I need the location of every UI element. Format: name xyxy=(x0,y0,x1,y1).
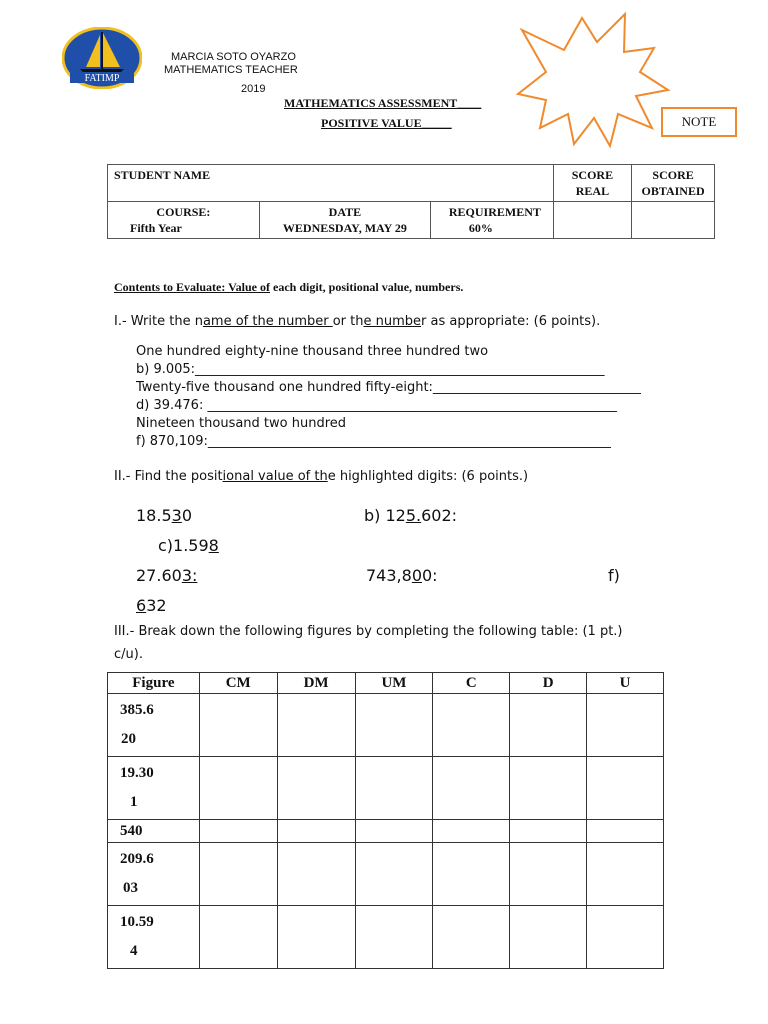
item-e xyxy=(366,566,438,585)
section1-p3: or th xyxy=(332,314,364,329)
answer-cell[interactable] xyxy=(587,820,664,843)
item-a xyxy=(136,506,192,525)
assessment-title xyxy=(284,96,481,111)
student-info-table xyxy=(107,164,715,239)
section1-item[interactable]: Twenty-five thousand one hundred fifty-eight:________________________________ xyxy=(136,380,641,395)
answer-cell[interactable] xyxy=(355,820,433,843)
item-f-post: 32 xyxy=(146,596,167,615)
teacher-role: MATHEMATICS TEACHER xyxy=(164,64,298,76)
answer-cell[interactable] xyxy=(433,906,510,969)
score-obtained-1: SCORE xyxy=(652,168,694,182)
item-b-pre: b) 12 xyxy=(364,506,406,525)
answer-cell[interactable] xyxy=(433,843,510,906)
figure-part-b: 1 xyxy=(130,794,138,810)
item-d-pre: 27.60 xyxy=(136,566,182,585)
date-value: WEDNESDAY, MAY 29 xyxy=(282,221,407,235)
score-obtained-entry[interactable] xyxy=(632,202,715,239)
answer-cell[interactable] xyxy=(277,906,355,969)
subtitle-text: POSITIVE VALUE xyxy=(321,116,422,130)
section3-line1: III.- Break down the following figures by completing the following table: (1 pt.) xyxy=(114,624,623,639)
answer-cell[interactable] xyxy=(355,843,433,906)
title-suffix: ____ xyxy=(457,96,482,110)
item-c-pre: c)1.59 xyxy=(158,536,209,555)
answer-cell[interactable] xyxy=(355,906,433,969)
section2-p3: e highlighted digits: (6 points.) xyxy=(327,469,529,484)
col-um: UM xyxy=(355,673,433,694)
col-c: C xyxy=(433,673,510,694)
score-real-cell xyxy=(553,165,631,202)
contents-rest: each digit, positional value, numbers. xyxy=(270,280,464,294)
contents-line xyxy=(114,280,463,295)
answer-cell[interactable] xyxy=(355,694,433,757)
figure-part-a: 385.6 xyxy=(120,702,154,718)
col-d: D xyxy=(510,673,587,694)
figure-part-a: 19.30 xyxy=(120,765,154,781)
teacher-name: MARCIA SOTO OYARZO xyxy=(171,51,296,63)
section1-p2: ame of the number xyxy=(202,314,333,329)
answer-cell[interactable] xyxy=(587,694,664,757)
title-text: MATHEMATICS ASSESSMENT xyxy=(284,96,458,110)
item-e-post: 0: xyxy=(422,566,438,585)
section2-heading xyxy=(114,469,528,484)
student-name-cell[interactable] xyxy=(108,165,554,202)
figure-part-a: 209.6 xyxy=(120,851,154,867)
item-f-label: f) xyxy=(608,566,620,585)
section1-heading xyxy=(114,314,600,329)
answer-cell[interactable] xyxy=(433,757,510,820)
answer-cell[interactable] xyxy=(433,694,510,757)
answer-cell[interactable] xyxy=(587,906,664,969)
section1-item: Nineteen thousand two hundred xyxy=(136,416,347,431)
course-label: COURSE: xyxy=(156,205,211,219)
answer-cell[interactable] xyxy=(199,694,277,757)
section1-item[interactable]: f) 870,109:______________________________________________________________ xyxy=(136,434,611,449)
item-b-highlight: 5. xyxy=(405,506,422,525)
breakdown-table xyxy=(107,672,664,969)
table-row xyxy=(108,820,664,843)
item-e-highlight: 0 xyxy=(411,566,422,585)
answer-cell[interactable] xyxy=(510,757,587,820)
figure-cell xyxy=(108,843,200,906)
table-row xyxy=(108,757,664,820)
table-row xyxy=(108,906,664,969)
answer-cell[interactable] xyxy=(199,757,277,820)
item-c-highlight: 8 xyxy=(208,536,219,555)
assessment-subtitle xyxy=(321,116,452,131)
item-a-post: 0 xyxy=(181,506,192,525)
item-d-highlight: 3: xyxy=(181,566,198,585)
figure-part-a: 10.59 xyxy=(120,914,154,930)
answer-cell[interactable] xyxy=(510,820,587,843)
answer-cell[interactable] xyxy=(277,843,355,906)
table-row xyxy=(108,843,664,906)
answer-cell[interactable] xyxy=(277,820,355,843)
school-logo xyxy=(62,27,142,89)
figure-part-b: 20 xyxy=(121,731,136,747)
figure-cell xyxy=(108,694,200,757)
date-label: DATE xyxy=(328,205,362,219)
table-row xyxy=(108,694,664,757)
figure-part-b: 4 xyxy=(130,943,138,959)
figure-part-b: 03 xyxy=(123,880,138,896)
section2-p1: II.- Find the posit xyxy=(114,469,223,484)
item-b xyxy=(364,506,457,525)
section3-line2: c/u). xyxy=(114,647,143,662)
table-header-row xyxy=(108,673,664,694)
item-a-highlight: 3 xyxy=(171,506,182,525)
course-cell xyxy=(108,202,260,239)
section1-item: One hundred eighty-nine thousand three hundred two xyxy=(136,344,489,359)
answer-cell[interactable] xyxy=(587,843,664,906)
item-a-pre: 18.5 xyxy=(136,506,172,525)
col-cm: CM xyxy=(199,673,277,694)
answer-cell[interactable] xyxy=(199,906,277,969)
section1-p4: e numbe xyxy=(363,314,422,329)
answer-cell[interactable] xyxy=(510,906,587,969)
year: 2019 xyxy=(241,83,266,95)
section1-item[interactable]: d) 39.476: _______________________________________________________________ xyxy=(136,398,617,413)
col-u: U xyxy=(587,673,664,694)
figure-cell xyxy=(108,757,200,820)
logo-text: FATIMP xyxy=(84,73,120,84)
answer-cell[interactable] xyxy=(510,843,587,906)
figure-cell xyxy=(108,820,200,843)
requirement-cell xyxy=(430,202,553,239)
answer-cell[interactable] xyxy=(587,757,664,820)
col-figure: Figure xyxy=(108,673,200,694)
answer-cell[interactable] xyxy=(199,820,277,843)
date-cell xyxy=(259,202,430,239)
subtitle-suffix: _____ xyxy=(421,116,452,130)
note-box[interactable]: NOTE xyxy=(661,107,737,137)
requirement-label: REQUIREMENT xyxy=(448,205,541,219)
score-real-2: REAL xyxy=(575,184,610,198)
answer-cell[interactable] xyxy=(277,757,355,820)
score-real-entry[interactable] xyxy=(553,202,631,239)
figure-cell xyxy=(108,906,200,969)
answer-cell[interactable] xyxy=(355,757,433,820)
item-e-pre: 743,8 xyxy=(366,566,412,585)
item-f-highlight: 6 xyxy=(136,596,147,615)
item-b-post: 602: xyxy=(421,506,458,525)
section2-p2: ional value of th xyxy=(222,469,328,484)
score-obtained-2: OBTAINED xyxy=(641,184,705,198)
course-value: Fifth Year xyxy=(130,221,182,235)
requirement-value: 60% xyxy=(468,221,493,235)
student-name-label: STUDENT NAME xyxy=(114,168,211,182)
score-real-1: SCORE xyxy=(571,168,614,182)
contents-lead: Contents to Evaluate: Value of xyxy=(114,280,271,294)
col-dm: DM xyxy=(277,673,355,694)
starburst-shape xyxy=(512,10,672,150)
item-c xyxy=(158,536,219,555)
section1-p1: I.- Write the n xyxy=(114,314,203,329)
score-obtained-cell xyxy=(632,165,715,202)
section1-item[interactable]: b) 9.005:_______________________________________________________________ xyxy=(136,362,605,377)
figure-part-a: 540 xyxy=(120,823,143,839)
section1-p5: r as appropriate: (6 points). xyxy=(421,314,601,329)
item-f xyxy=(136,596,167,615)
answer-cell[interactable] xyxy=(433,820,510,843)
answer-cell[interactable] xyxy=(510,694,587,757)
item-d xyxy=(136,566,197,585)
answer-cell[interactable] xyxy=(277,694,355,757)
answer-cell[interactable] xyxy=(199,843,277,906)
